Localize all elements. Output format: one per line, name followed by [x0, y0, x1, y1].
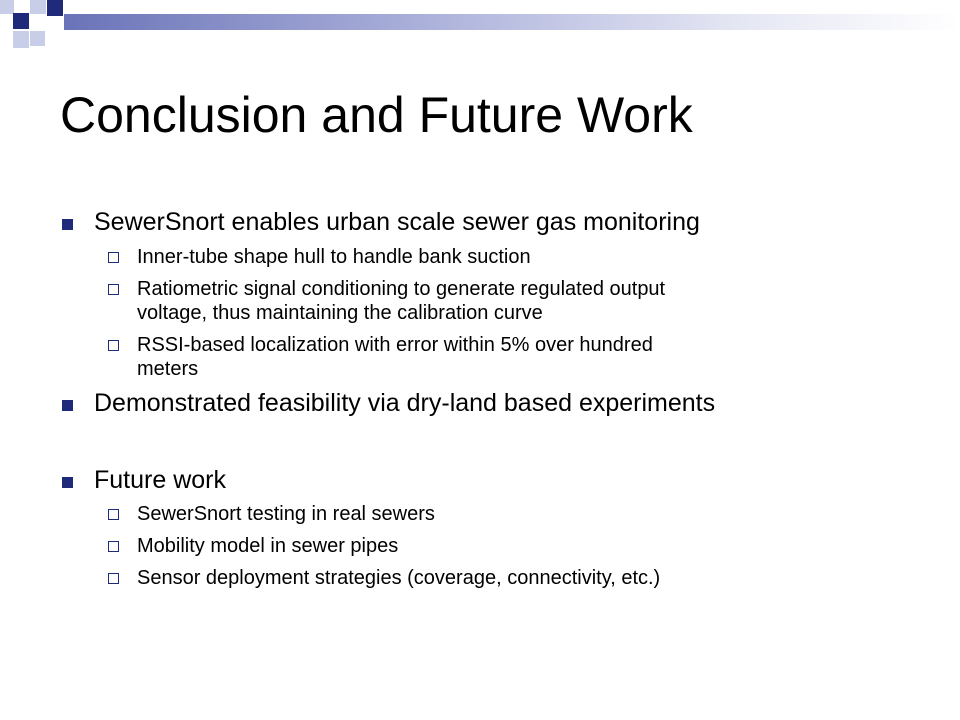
- sub-bullet-item: [60, 333, 920, 381]
- sub-bullet-item: [60, 566, 920, 590]
- slide-title: Conclusion and Future Work: [60, 87, 693, 143]
- bullet-text: Demonstrated feasibility via dry-land based experiments: [94, 388, 716, 417]
- decorative-square: [13, 13, 29, 29]
- bullet-item: [60, 466, 920, 495]
- sub-bullet-text-line: meters: [137, 357, 199, 380]
- hollow-square-bullet-icon: [108, 252, 119, 263]
- sub-bullet-list: [60, 502, 920, 590]
- sub-bullet-text-line: Ratiometric signal conditioning to generate regulated output: [137, 277, 666, 300]
- hollow-square-bullet-icon: [108, 509, 119, 520]
- bullet-group: [60, 466, 920, 591]
- bullet-group: [60, 389, 920, 418]
- sub-bullet-text-line: RSSI-based localization with error within 5% over hundred: [137, 333, 653, 356]
- sub-bullet-list: [60, 245, 920, 381]
- sub-bullet-item: [60, 502, 920, 526]
- header-gradient-bar: [64, 14, 960, 30]
- sub-bullet-text: Mobility model in sewer pipes: [137, 535, 399, 558]
- decorative-square: [13, 31, 29, 48]
- decorative-square: [30, 0, 46, 14]
- sub-bullet-item: [60, 277, 920, 325]
- decorative-square: [0, 0, 14, 14]
- bullet-item: [60, 389, 920, 418]
- sub-bullet-text: Inner-tube shape hull to handle bank suction: [137, 245, 531, 268]
- sub-bullet-text-line: voltage, thus maintaining the calibration curve: [137, 301, 543, 324]
- hollow-square-bullet-icon: [108, 573, 119, 584]
- decorative-square: [30, 31, 45, 46]
- square-bullet-icon: [62, 400, 73, 411]
- sub-bullet-item: [60, 534, 920, 558]
- hollow-square-bullet-icon: [108, 340, 119, 351]
- bullet-text: Future work: [94, 465, 226, 494]
- square-bullet-icon: [62, 477, 73, 488]
- bullet-group: [60, 208, 920, 381]
- sub-bullet-text: Sensor deployment strategies (coverage, connectivity, etc.): [137, 567, 661, 590]
- bullet-text: SewerSnort enables urban scale sewer gas monitoring: [94, 208, 700, 236]
- slide-content: [60, 208, 920, 598]
- square-bullet-icon: [62, 219, 73, 230]
- bullet-item: [60, 208, 920, 237]
- decorative-square: [47, 0, 63, 16]
- hollow-square-bullet-icon: [108, 541, 119, 552]
- sub-bullet-item: [60, 245, 920, 269]
- hollow-square-bullet-icon: [108, 284, 119, 295]
- sub-bullet-text: SewerSnort testing in real sewers: [137, 503, 435, 526]
